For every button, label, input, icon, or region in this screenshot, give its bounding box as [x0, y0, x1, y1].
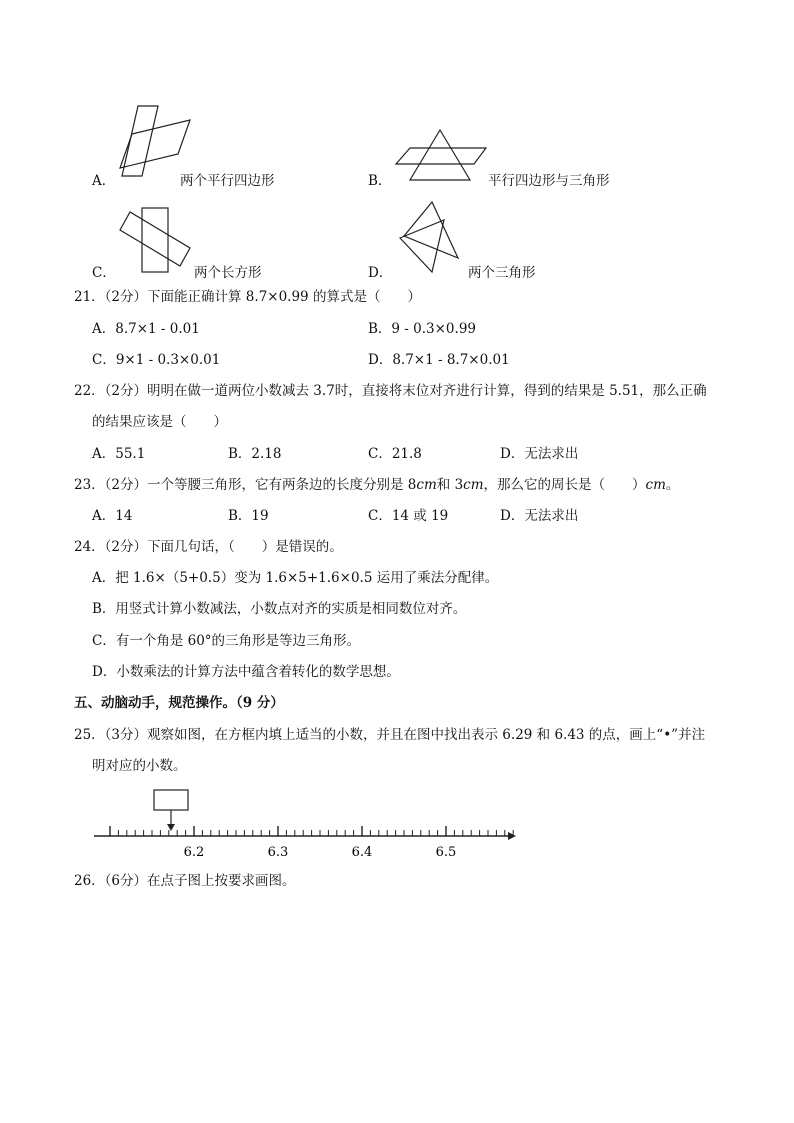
pointer-arrowhead [167, 824, 175, 831]
q24-stem: 24．（2分）下面几句话，（ ）是错误的。 [74, 539, 343, 555]
q23-option-a: A．14 [92, 508, 133, 524]
q22-option-c: C．21.8 [368, 446, 422, 462]
q24-option-c: C．有一个角是 60°的三角形是等边三角形。 [92, 633, 361, 649]
q24-option-a: A．把 1.6×（5+0.5）变为 1.6×5+1.6×0.5 运用了乘法分配律。 [92, 570, 499, 586]
tick-label-6-2: 6.2 [183, 845, 205, 860]
option-b-letter: B． [368, 173, 392, 189]
q22-option-b: B．2.18 [228, 446, 282, 462]
q25-stem-line1: 25．（3分）观察如图，在方框内填上适当的小数，并且在图中找出表示 6.29 和 6.43 的点，画上“•”并注 [74, 727, 706, 743]
q23-option-d: D．无法求出 [500, 508, 579, 524]
number-line-arrowhead [508, 832, 516, 840]
option-c-letter: C． [92, 265, 116, 281]
q24-option-d: D．小数乘法的计算方法中蕴含着转化的数学思想。 [92, 664, 400, 680]
q24-option-b: B．用竖式计算小数减法，小数点对齐的实质是相同数位对齐。 [92, 601, 467, 617]
q22-stem-line2: 的结果应该是（ ） [92, 414, 227, 430]
tick-label-6-5: 6.5 [435, 845, 457, 860]
figure-c-two-rectangles [118, 206, 194, 274]
q22-stem-line1: 22．（2分）明明在做一道两位小数减去 3.7时，直接将末位对齐进行计算，得到的结果是 5.51，那么正确 [74, 383, 707, 399]
q21-stem: 21．（2分）下面能正确计算 8.7×0.99 的算式是（ ） [74, 289, 421, 305]
option-c-caption: 两个长方形 [194, 265, 262, 281]
q21-option-a: A．8.7×1 - 0.01 [92, 321, 200, 337]
q23-stem: 23．（2分）一个等腰三角形，它有两条边的长度分别是 8cm和 3cm，那么它的周长是（ ）cm。 [74, 477, 680, 493]
figure-a-two-parallelograms [118, 104, 196, 182]
option-d-caption: 两个三角形 [468, 265, 536, 281]
q21-option-b: B．9 - 0.3×0.99 [368, 321, 476, 337]
number-line-figure [90, 786, 520, 862]
q21-option-d: D．8.7×1 - 8.7×0.01 [368, 352, 510, 368]
option-b-caption: 平行四边形与三角形 [488, 173, 610, 189]
figure-b-parallelogram-and-triangle [394, 128, 490, 184]
tick-label-6-4: 6.4 [351, 845, 373, 860]
q25-stem-line2: 明对应的小数。 [92, 758, 187, 774]
q21-option-c: C．9×1 - 0.3×0.01 [92, 352, 221, 368]
q23-option-b: B．19 [228, 508, 269, 524]
q26-stem: 26．（6分）在点子图上按要求画图。 [74, 873, 296, 889]
q23-option-c: C．14 或 19 [368, 508, 449, 524]
section-5-heading: 五、动脑动手，规范操作。（9 分） [74, 695, 284, 711]
option-a-caption: 两个平行四边形 [180, 173, 275, 189]
figure-d-two-triangles [396, 200, 466, 276]
option-d-letter: D． [368, 265, 393, 281]
q22-option-d: D．无法求出 [500, 446, 579, 462]
answer-box[interactable] [154, 790, 188, 810]
tick-label-6-3: 6.3 [267, 845, 289, 860]
option-a-letter: A． [92, 173, 116, 189]
q22-option-a: A．55.1 [92, 446, 146, 462]
